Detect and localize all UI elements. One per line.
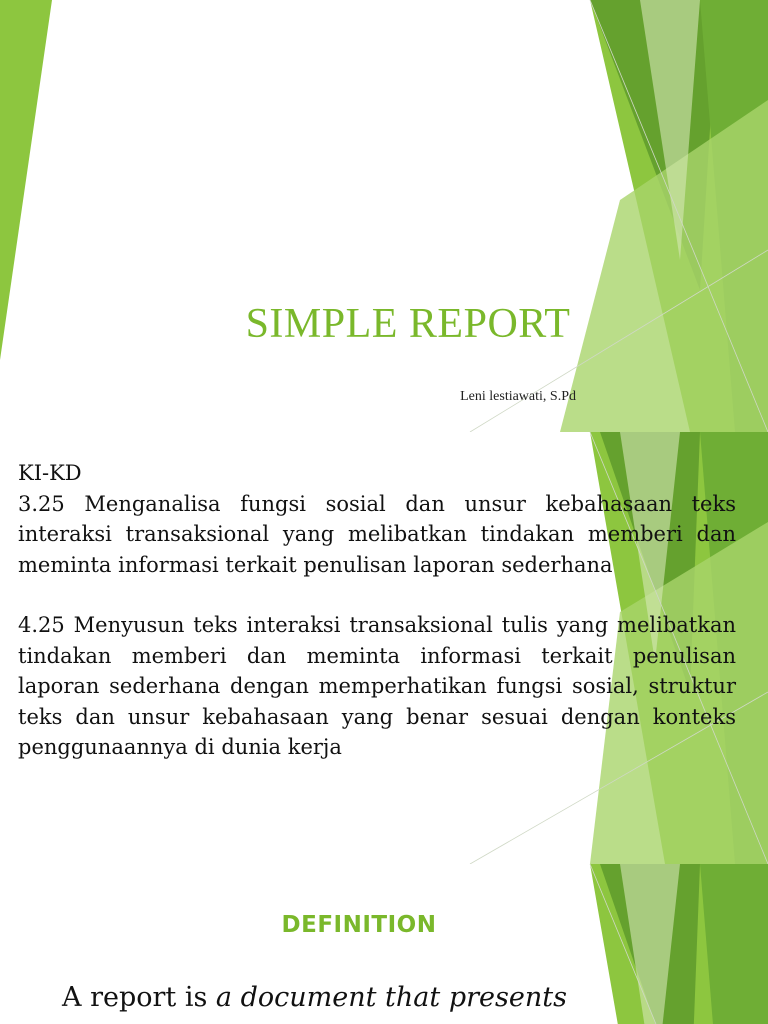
title-slide (0, 0, 768, 432)
definition-slide (0, 864, 768, 1024)
definition-heading: DEFINITION (281, 912, 437, 938)
kd-3-25: 3.25 Menganalisa fungsi sosial dan unsur kebahasaan teks interaksi transaksional yang melibatkan tindakan memberi dan meminta informasi terkait penulisan laporan sederhana (18, 491, 736, 577)
definition-text-italic: a document that presents (215, 982, 567, 1013)
definition-text (62, 982, 567, 1013)
definition-text-plain: A report is (62, 982, 216, 1013)
slide-title: SIMPLE REPORT (245, 301, 571, 347)
paragraph-gap (18, 580, 736, 610)
ki-kd-slide (0, 432, 768, 864)
decorative-triangles (0, 0, 768, 432)
ki-kd-content (18, 458, 736, 763)
kd-4-25: 4.25 Menyusun teks interaksi transaksional tulis yang melibatkan tindakan memberi dan meminta informasi terkait penulisan laporan sederhana dengan memperhatikan fungsi sosial, struktur teks dan unsur kebahasaan yang benar sesuai dengan konteks penggunaannya di dunia kerja (18, 613, 736, 759)
author-name: Leni lestiawati, S.Pd (460, 389, 576, 404)
ki-kd-heading: KI-KD (18, 461, 82, 485)
